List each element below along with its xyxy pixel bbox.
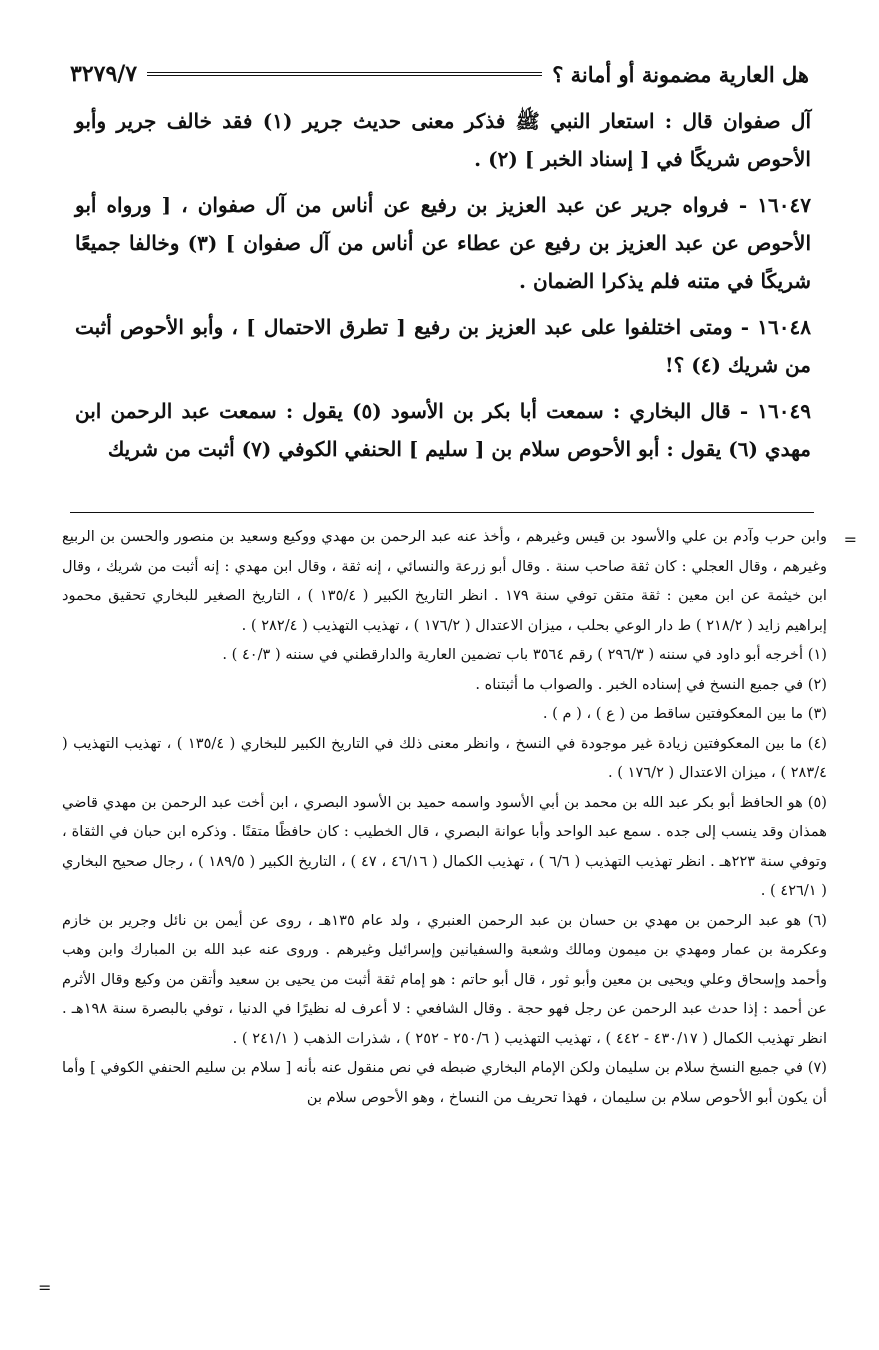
footnotes — [62, 522, 827, 1112]
footnote-3: (٣) ما بين المعكوفتين ساقط من ( ع ) ، ( م ) . — [542, 705, 827, 722]
page-number: ٣٢٧٩/٧ — [70, 61, 138, 87]
running-title: هل العارية مضمونة أو أمانة ؟ — [552, 61, 809, 87]
footnote-6: (٦) هو عبد الرحمن بن مهدي بن حسان بن عبد الرحمن العنبري ، ولد عام ١٣٥هـ ، روى عن أيمن بن نائل وجرير بن خازم وعكرمة بن عمار ومهدي بن ميمون ومالك وشعبة والسفيانين وإسرائيل وغيرهم . وروى عنه عبد الله بن المبارك وابن وهب وأحمد وإسحاق وعلي ويحيى بن معين وأبو ثور ، قال أبو حاتم : هو إمام ثقة أثبت من يحيى بن سعيد وأتقن من وكيع وقال الأثرم عن أحمد : إذا حدث عبد الرحمن عن رجل فهو حجة . وقال الشافعي : لا أعرف له نظيرًا في الدنيا ، توفي بالبصرة سنة ١٩٨هـ . انظر تهذيب الكمال ( ٤٣٠/١٧ - ٤٤٢ ) ، تهذيب التهذيب ( ٢٥٠/٦ - ٢٥٢ ) ، شذرات الذهب ( ٢٤١/١ ) . — [62, 911, 828, 1047]
running-header — [70, 58, 809, 90]
footnote-continued: وابن حرب وآدم بن علي والأسود بن قيس وغيرهم ، وأخذ عنه عبد الرحمن بن مهدي ووكيع وسعيد بن منصور والحسن بن الربيع وغيرهم ، وقال العجلي : كان ثقة صاحب سنة . وقال أبو زرعة والنسائي ، إنه ثقة ، وقال ابن مهدي : إنه أثبت من شريك ، وقال ابن خيثمة عن ابن معين : ثقة متقن توفي سنة ١٧٩ . انظر التاريخ الكبير ( ١٣٥/٤ ) ، التاريخ الصغير للبخاري تحقيق محمود إبراهيم زايد ( ٢١٨/٢ ) ط دار الوعي بحلب ، ميزان الاعتدال ( ١٧٦/٢ ) ، تهذيب التهذيب ( ٢٨٢/٤ ) . — [62, 528, 827, 634]
footnote-2: (٢) في جميع النسخ في إسناده الخبر . والصواب ما أثبتناه . — [475, 675, 827, 693]
footnote-5: (٥) هو الحافظ أبو بكر عبد الله بن محمد بن أبي الأسود واسمه حميد بن الأسود البصري ، ابن أخت عبد الرحمن بن مهدي قاضي همذان وقد ينسب إلى جده . سمع عبد الواحد وأبا عوانة البصري ، قال الخطيب : كان حافظًا متقنًا . وذكره ابن حبان في الثقاة ، وتوفي سنة ٢٢٣هـ . انظر تهذيب التهذيب ( ٦/٦ ) ، تهذيب الكمال ( ٤٦/١٦ ، ٤٧ ) ، التاريخ الكبير ( ١٨٩/٥ ) ، رجال صحيح البخاري ( ٤٢٦/١ ) . — [62, 793, 827, 899]
paragraph-16049: ١٦٠٤٩ - قال البخاري : سمعت أبا بكر بن الأسود (٥) يقول : سمعت عبد الرحمن ابن مهدي (٦) يقول : أبو الأحوص سلام بن [ سليم ] الحنفي الكوفي (٧) أثبت من شريك — [75, 399, 811, 461]
continuation-mark-start: = — [843, 530, 857, 549]
footnote-7: (٧) في جميع النسخ سلام بن سليمان ولكن الإمام البخاري ضبطه في نص منقول عنه بأنه [ سلام بن سليم الحنفي الكوفي ] وأما أن يكون أبو الأحوص سلام بن سليمان ، فهذا تحريف من النساخ ، وهو الأحوص سلام بن — [62, 1059, 827, 1106]
main-text — [75, 102, 811, 476]
header-rule — [147, 72, 542, 76]
paragraph-16048: ١٦٠٤٨ - ومتى اختلفوا على عبد العزيز بن رفيع [ تطرق الاحتمال ] ، وأبو الأحوص أثبت من شريك (٤) ؟! — [75, 315, 811, 377]
paragraph-intro: آل صفوان قال : استعار النبي ﷺ فذكر معنى حديث جرير (١) فقد خالف جرير وأبو الأحوص شريكًا في [ إسناد الخبر ] (٢) . — [75, 109, 812, 171]
footnote-1: (١) أخرجه أبو داود في سننه ( ٢٩٦/٣ ) رقم ٣٥٦٤ باب تضمين العارية والدارقطني في سننه ( ٤٠/٣ ) . — [222, 646, 827, 663]
footnote-4: (٤) ما بين المعكوفتين زيادة غير موجودة في النسخ ، وانظر معنى ذلك في التاريخ الكبير للبخاري ( ١٣٥/٤ ) ، تهذيب التهذيب ( ٢٨٣/٤ ) ، ميزان الاعتدال ( ١٧٦/٢ ) . — [62, 734, 827, 781]
continuation-mark-end: = — [38, 1278, 52, 1297]
paragraph-16047: ١٦٠٤٧ - فرواه جرير عن عبد العزيز بن رفيع عن أناس من آل صفوان ، [ ورواه أبو الأحوص عن عبد العزيز بن رفيع عن عطاء عن أناس من آل صفوان ] (٣) وخالفا جميعًا شريكًا في متنه فلم يذكرا الضمان . — [75, 193, 811, 293]
footnote-separator — [70, 512, 814, 513]
